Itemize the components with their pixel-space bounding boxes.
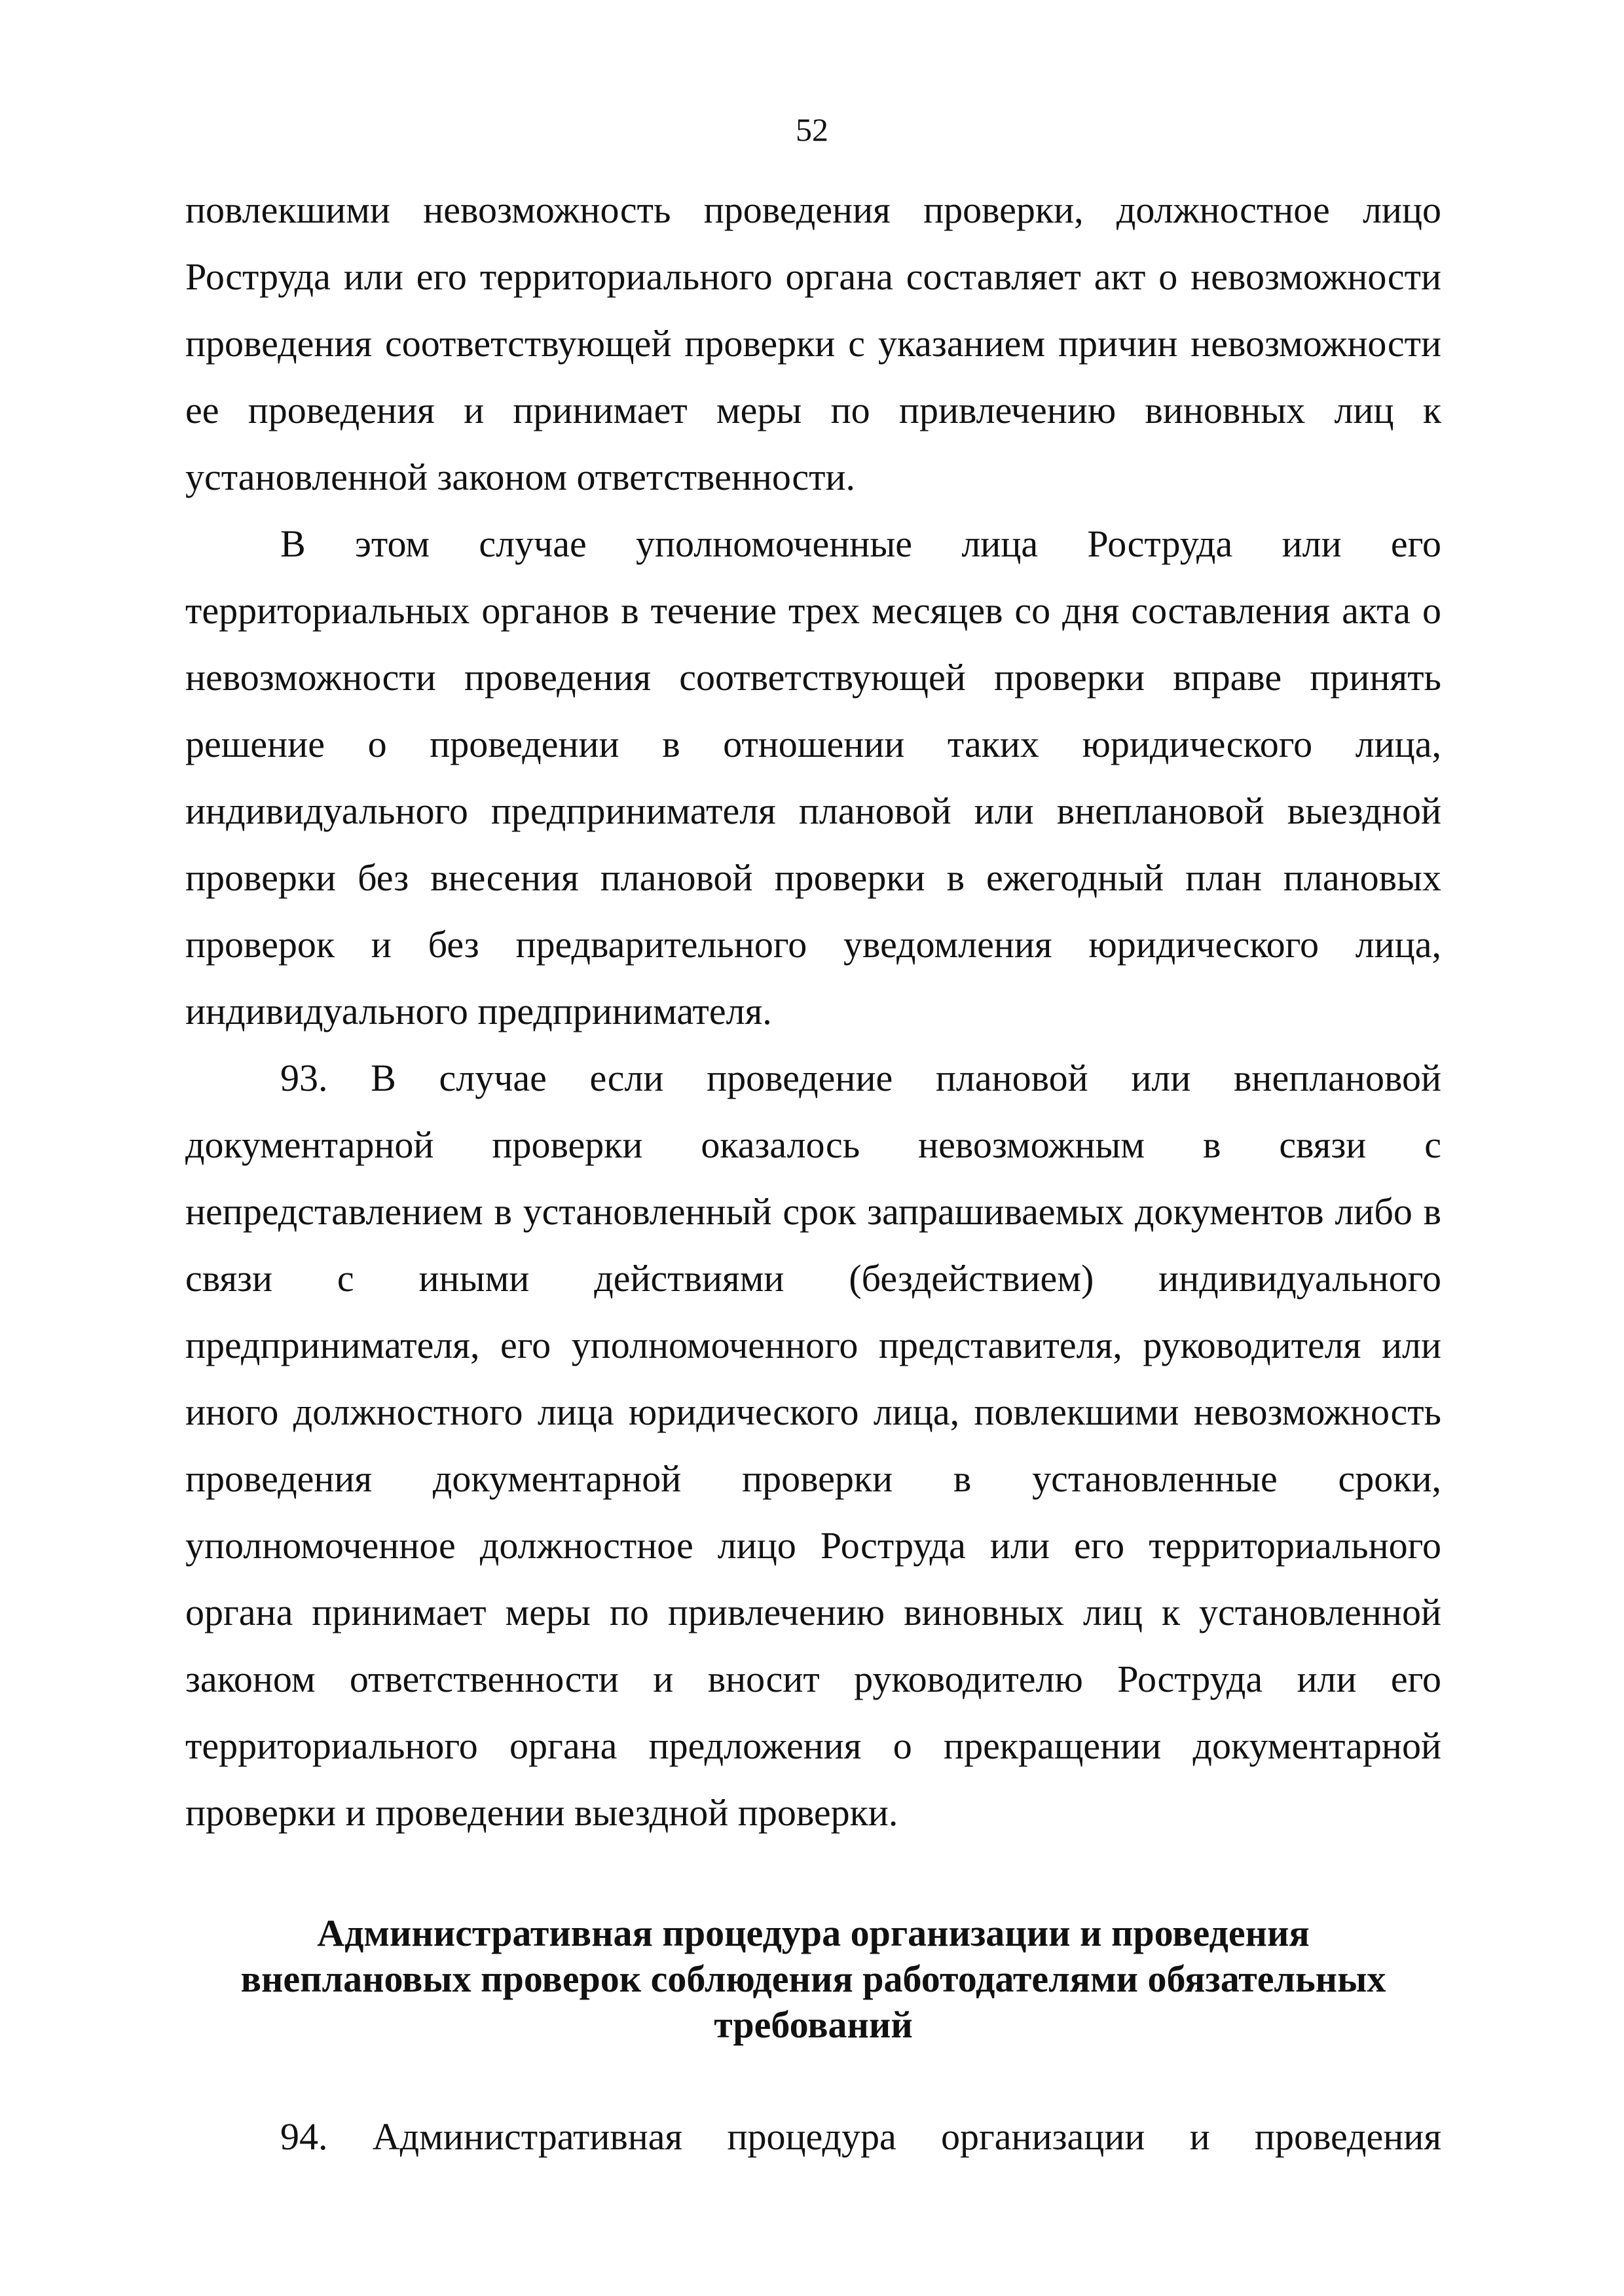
section-heading	[185, 1910, 1441, 2048]
paragraph-continuation: повлекшими невозможность проведения проверки, должностное лицо Роструда или его территориального органа составляет акт о невозможности проведения соответствующей проверки с указанием причин невозможности ее проведения и принимает меры по привлечению виновных лиц к установленной законом ответственности.	[185, 189, 1441, 498]
paragraph-in-this-case: В этом случае уполномоченные лица Роструда или его территориальных органов в течение трех месяцев со дня составления акта о невозможности проведения соответствующей проверки вправе принять решение о проведении в отношении таких юридического лица, индивидуального предпринимателя плановой или внеплановой выездной проверки без внесения плановой проверки в ежегодный план плановых проверок и без предварительного уведомления юридического лица, индивидуального предпринимателя.	[185, 522, 1441, 1032]
section-heading-line-3: требований	[714, 2003, 913, 2046]
page-number: 52	[796, 111, 828, 148]
paragraph-93: 93. В случае если проведение плановой или внеплановой документарной проверки оказалось невозможным в связи с непредставлением в установленный срок запрашиваемых документов либо в связи с иными действиями (бездействием) индивидуального предпринимателя, его уполномоченного представителя, руководителя или иного должностного лица юридического лица, повлекшими невозможность проведения документарной проверки в установленные сроки, уполномоченное должностное лицо Роструда или его территориального органа принимает меры по привлечению виновных лиц к установленной законом ответственности и вносит руководителю Роструда или его территориального органа предложения о прекращении документарной проверки и проведении выездной проверки.	[185, 1057, 1441, 1834]
document-body	[185, 177, 1441, 2170]
paragraph-94: 94. Административная процедура организации и проведения	[280, 2115, 1441, 2158]
section-heading-line-1: Административная процедура организации и проведения	[317, 1912, 1310, 1954]
section-heading-line-2: внеплановых проверок соблюдения работодателями обязательных	[240, 1958, 1386, 2000]
